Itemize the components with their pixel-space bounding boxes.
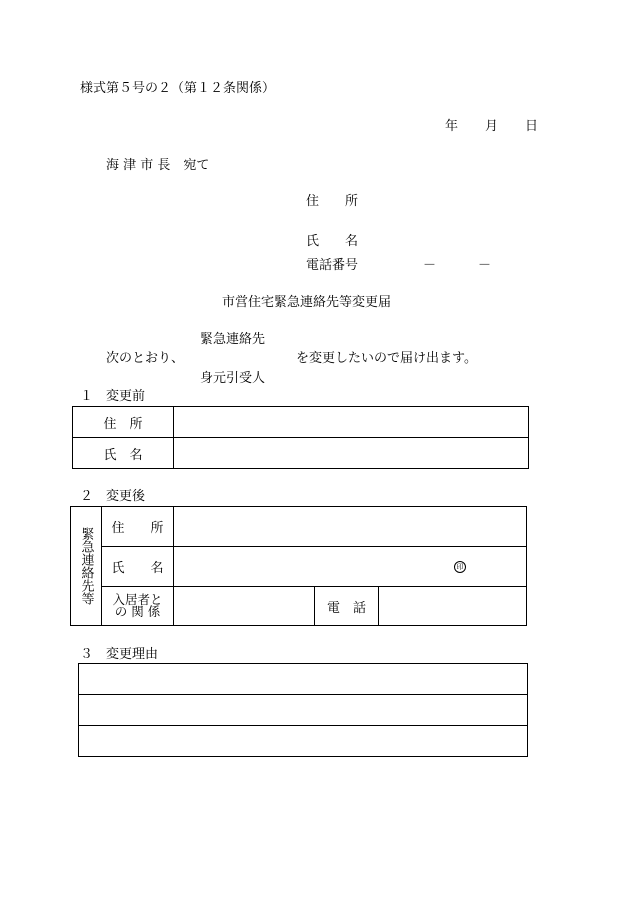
before-name-label: 氏 名 xyxy=(73,438,174,469)
after-name-label: 氏 名 xyxy=(102,547,174,587)
date-day-label: 日 xyxy=(525,119,539,134)
reason-line-1 xyxy=(79,664,528,695)
section1-heading: １ 変更前 xyxy=(80,389,146,404)
before-address-input[interactable] xyxy=(174,407,528,437)
applicant-phone-label: 電話番号 xyxy=(306,258,359,273)
intro-option-guarantor: 身元引受人 xyxy=(200,371,266,386)
seal-mark-icon: 印 xyxy=(454,561,466,573)
after-side-label: 緊急連絡先等 xyxy=(78,527,94,605)
date-month-label: 月 xyxy=(485,119,499,134)
after-name-cell xyxy=(174,547,527,587)
after-relation-input[interactable] xyxy=(174,587,314,625)
reason-line-3 xyxy=(79,726,528,757)
after-address-input[interactable] xyxy=(174,507,526,546)
before-address-cell xyxy=(174,407,529,438)
applicant-phone-part2[interactable] xyxy=(438,256,476,274)
before-name-input[interactable] xyxy=(174,438,528,468)
form-number: 様式第５号の２（第１２条関係） xyxy=(80,81,276,96)
intro-option-emergency-contact: 緊急連絡先 xyxy=(200,332,266,347)
after-phone-label: 電 話 xyxy=(315,587,379,626)
relation-label-line1: 入居者と xyxy=(112,592,163,607)
after-address-cell xyxy=(174,507,527,547)
after-side-label-cell xyxy=(71,507,102,626)
before-name-cell xyxy=(174,438,529,469)
applicant-name-label: 氏 名 xyxy=(306,234,359,249)
after-address-label: 住 所 xyxy=(102,507,174,547)
phone-dash-2: － xyxy=(478,258,492,273)
section3-heading: ３ 変更理由 xyxy=(80,647,159,662)
applicant-name-input[interactable] xyxy=(362,232,542,252)
date-year-label: 年 xyxy=(445,119,459,134)
after-phone-input[interactable] xyxy=(379,587,526,625)
reason-table xyxy=(78,663,528,757)
after-relation-label xyxy=(102,587,174,626)
after-phone-cell xyxy=(379,587,527,626)
reason-input-1[interactable] xyxy=(79,664,527,694)
intro-prefix: 次のとおり、 xyxy=(106,351,185,366)
section2-heading: ２ 変更後 xyxy=(80,489,146,504)
after-change-table xyxy=(70,506,527,626)
reason-input-3[interactable] xyxy=(79,726,527,756)
applicant-phone-part3[interactable] xyxy=(492,256,540,274)
applicant-phone-part1[interactable] xyxy=(368,256,418,274)
intro-suffix: を変更したいので届け出ます。 xyxy=(296,351,477,366)
applicant-address-label: 住 所 xyxy=(306,194,359,209)
before-address-label: 住 所 xyxy=(73,407,174,438)
relation-label-line2: の 関 係 xyxy=(114,604,161,619)
after-relation-cell xyxy=(174,587,315,626)
after-name-input[interactable] xyxy=(174,547,473,586)
applicant-address-input[interactable] xyxy=(362,192,542,212)
before-change-table xyxy=(72,406,529,469)
addressee: 海 津 市 長 宛て xyxy=(106,158,210,173)
phone-dash-1: － xyxy=(423,258,437,273)
document-title: 市営住宅緊急連絡先等変更届 xyxy=(222,295,392,310)
reason-line-2 xyxy=(79,695,528,726)
reason-input-2[interactable] xyxy=(79,695,527,725)
